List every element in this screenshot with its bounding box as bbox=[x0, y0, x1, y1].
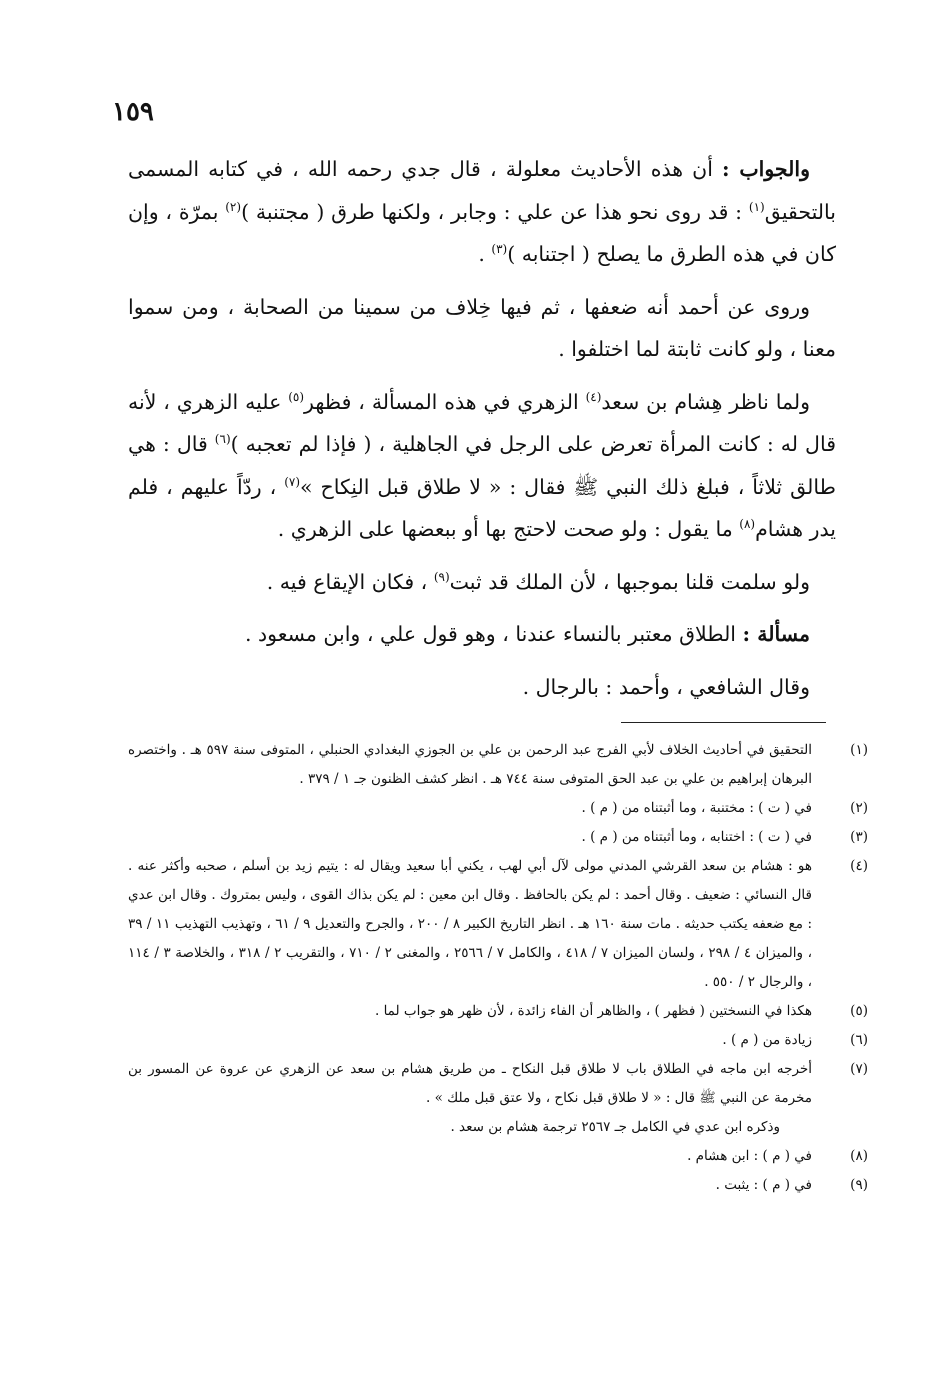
footnote-text: في ( م ) : ابن هشام . bbox=[687, 1148, 812, 1164]
footnote-number: (٣) bbox=[850, 829, 868, 845]
paragraph bbox=[128, 381, 836, 551]
footnote-ref: (٥) bbox=[288, 389, 305, 404]
footnote-ref: (٩) bbox=[433, 569, 450, 584]
footnote-number: (٩) bbox=[850, 1177, 868, 1193]
main-text bbox=[128, 148, 836, 718]
footnote bbox=[128, 1171, 868, 1200]
text-run: وقال الشافعي ، وأحمد : بالرجال . bbox=[522, 674, 810, 699]
footnote-ref: (٦) bbox=[214, 432, 231, 447]
paragraph bbox=[128, 561, 836, 604]
footnote bbox=[128, 1055, 868, 1113]
text-run: ولما ناظر هِشام بن سعد bbox=[601, 389, 811, 414]
footnote-text: في ( ت ) : مختنبة ، وما أثبتناه من ( م ) . bbox=[581, 800, 812, 816]
footnote-number: (١) bbox=[850, 742, 868, 758]
paragraph bbox=[128, 148, 836, 276]
text-run: ، ردّاً عليهم ، فلم يدر هشام bbox=[128, 474, 836, 541]
page-number: ١٥٩ bbox=[112, 97, 154, 127]
text-run: الزهري في هذه المسألة ، فظهر bbox=[304, 389, 586, 414]
paragraph bbox=[128, 286, 836, 371]
footnote-number: (٨) bbox=[850, 1148, 868, 1164]
footnote-continuation: وذكره ابن عدي في الكامل جـ ٢٥٦٧ ترجمة هشام بن سعد . bbox=[450, 1119, 780, 1135]
footnote-number: (٤) bbox=[850, 858, 868, 874]
text-run: ، فكان الإيقاع فيه . bbox=[266, 569, 434, 594]
text-run: قال : هي طالق ثلاثاً ، فبلغ ذلك النبي ﷺ فقال : « لا طلاق قبل النِكاح » bbox=[128, 432, 836, 499]
footnote-text: هو : هشام بن سعد القرشي المدني مولى لآل أبي لهب ، يكني أبا سعيد ويقال له : يتيم زيد بن أسلم ، صحبه وأكثر عنه . قال النسائي : ضعيف . وقال أحمد : لم يكن بالحافظ . وقال ابن معين : لم يكن بذاك القوى ، وليس بمتروك . وقال ابن عدي : مع ضعفه يكتب حديثه . مات سنة ١٦٠ هـ . انظر التاريخ الكبير ٨ / ٢٠٠ ، والجرح والتعديل ٩ / ٦١ ، وتهذيب التهذيب ١١ / ٣٩ ، والميزان ٤ / ٢٩٨ ، ولسان الميزان ٧ / ٤١٨ ، والكامل ٧ / ٢٥٦٦ ، والمغنى ٢ / ٧١٠ ، والتقريب ٢ / ٣١٨ ، والخلاصة ٣ / ١١٤ ، والرجال ٢ / ٥٥٠ . bbox=[128, 858, 812, 990]
footnote-text: أخرجه ابن ماجه في الطلاق باب لا طلاق قبل النكاح ـ من طريق هشام بن سعد عن الزهري عن عروة عن المسور بن مخرمة عن النبي ﷺ قال : « لا طلاق قبل نكاح ، ولا عتق قبل ملك » . bbox=[128, 1061, 812, 1106]
footnotes bbox=[128, 736, 868, 1200]
footnote-number: (٦) bbox=[850, 1032, 868, 1048]
footnote bbox=[128, 852, 868, 997]
footnote-number: (٢) bbox=[850, 800, 868, 816]
footnote bbox=[128, 1026, 868, 1055]
footnote-ref: (٤) bbox=[585, 389, 602, 404]
footnote-separator bbox=[621, 722, 826, 723]
footnote-number: (٥) bbox=[850, 1003, 868, 1019]
text-run: أن هذه الأحاديث معلولة ، قال جدي رحمه الله ، في كتابه المسمى بالتحقيق bbox=[128, 157, 836, 224]
footnote bbox=[128, 823, 868, 852]
footnote-text: التحقيق في أحاديث الخلاف لأبي الفرج عبد الرحمن بن علي بن الجوزي البغدادي الحنبلي ، المتوفى سنة ٥٩٧ هـ . واختصره البرهان إبراهيم بن علي بن عبد الحق المتوفى سنة ٧٤٤ هـ . انظر كشف الظنون جـ ١ / ٣٧٩ . bbox=[128, 742, 812, 787]
text-run: وروى عن أحمد أنه ضعفها ، ثم فيها خِلاف من سمينا من الصحابة ، ومن سموا معنا ، ولو كانت ثابتة لما اختلفوا . bbox=[128, 294, 836, 361]
text-run: . bbox=[478, 242, 492, 266]
paragraph bbox=[128, 613, 836, 656]
footnote bbox=[128, 997, 868, 1026]
footnote-number: (٧) bbox=[850, 1061, 868, 1077]
text-run: الطلاق معتبر بالنساء عندنا ، وهو قول علي ، وابن مسعود . bbox=[244, 622, 743, 646]
text-run: عليه الزهري ، لأنه قال له : كانت المرأة تعرض على الرجل في الجاهلية ، ( فإذا لم تعجبه ) bbox=[128, 389, 836, 456]
footnote-ref: (١) bbox=[748, 199, 765, 214]
footnote-text: في ( م ) : يثبت . bbox=[715, 1177, 812, 1193]
footnote-text: في ( ت ) : اختنابه ، وما أثبتناه من ( م ) . bbox=[581, 829, 812, 845]
footnote-text: هكذا في النسختين ( فظهر ) ، والظاهر أن الفاء زائدة ، لأن ظهر هو جواب لما . bbox=[374, 1003, 812, 1019]
footnote bbox=[128, 794, 868, 823]
footnote-ref: (٣) bbox=[491, 242, 508, 257]
footnote-ref: (٢) bbox=[225, 199, 242, 214]
footnote-ref: (٧) bbox=[284, 474, 301, 489]
text-run: ولو سلمت قلنا بموجبها ، لأن الملك قد ثبت bbox=[449, 569, 810, 594]
footnote bbox=[128, 736, 868, 794]
text-run: بمرّة ، وإن كان في هذه الطرق ما يصلح ( اجتنابه ) bbox=[128, 199, 836, 266]
footnote bbox=[128, 1142, 868, 1171]
paragraph-lead: والجواب : bbox=[722, 157, 810, 181]
footnote-ref: (٨) bbox=[739, 517, 756, 532]
footnote-text: زيادة من ( م ) . bbox=[722, 1032, 812, 1048]
paragraph bbox=[128, 666, 836, 709]
text-run: : قد روى نحو هذا عن علي : وجابر ، ولكنها طرق ( مجتنبة ) bbox=[241, 199, 749, 224]
text-run: ما يقول : ولو صحت لاحتج بها أو ببعضها على الزهري . bbox=[277, 517, 740, 541]
paragraph-lead: مسألة : bbox=[742, 622, 810, 646]
